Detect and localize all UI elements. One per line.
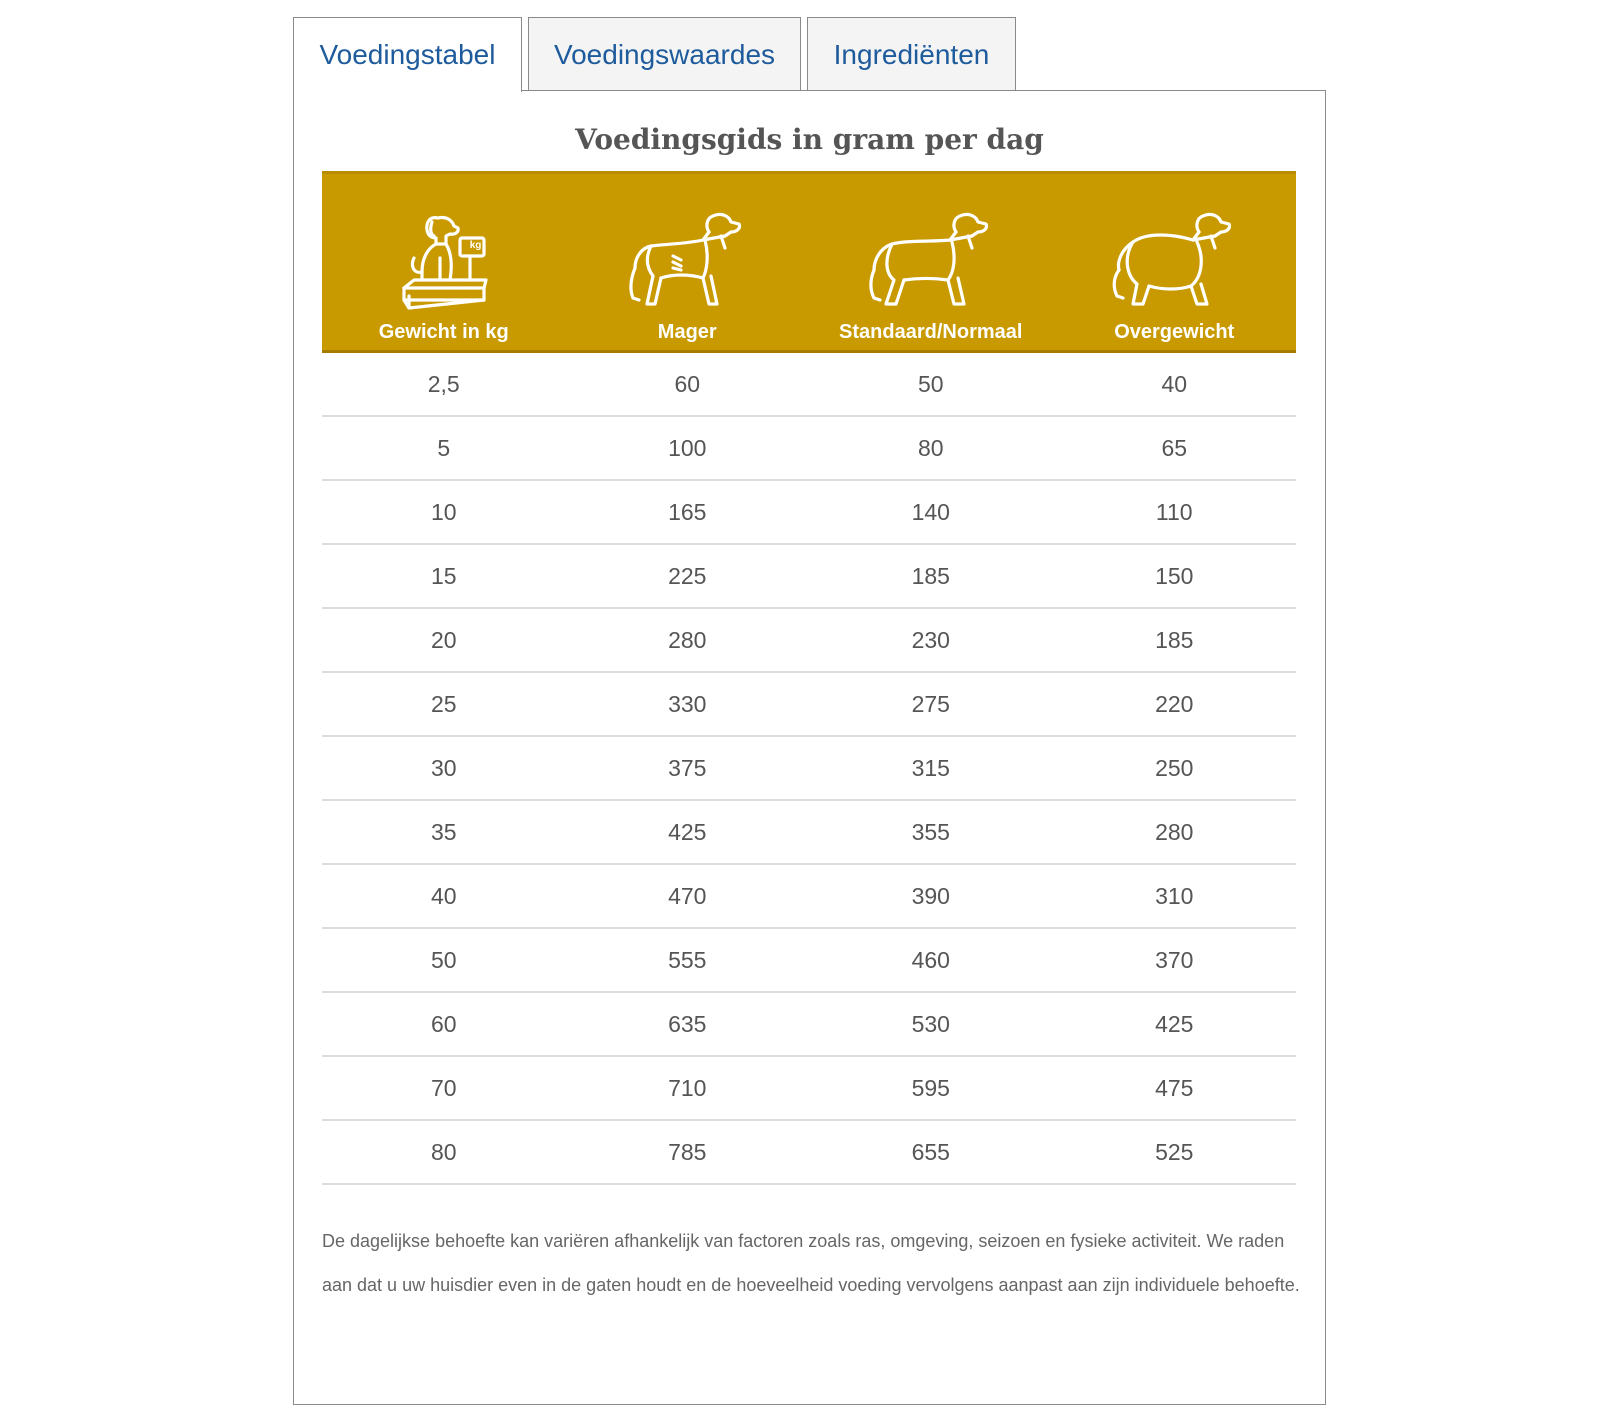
- cell-mager: 785: [668, 1139, 707, 1165]
- cell-mager: 635: [668, 1011, 707, 1037]
- table-row: [322, 929, 1296, 993]
- cell-mager: 225: [668, 563, 707, 589]
- tab-ingredienten[interactable]: Ingrediënten: [807, 17, 1016, 91]
- tab-bar: [293, 17, 1022, 91]
- table-row: [322, 737, 1296, 801]
- cell-overgewicht: 525: [1155, 1139, 1194, 1165]
- cell-standaard: 50: [917, 371, 944, 397]
- table-row: [322, 865, 1296, 929]
- cell-overgewicht: 425: [1155, 1011, 1194, 1037]
- column-header-weight: [322, 174, 566, 350]
- cell-mager: 280: [668, 627, 707, 653]
- cell-mager: 710: [668, 1075, 707, 1101]
- tab-voedingswaardes[interactable]: Voedingswaardes: [528, 17, 801, 91]
- cell-weight: 70: [430, 1075, 457, 1101]
- cell-overgewicht: 280: [1155, 819, 1194, 845]
- column-label: Overgewicht: [1114, 321, 1235, 343]
- tab-panel: [293, 90, 1326, 1405]
- cell-weight: 2,5: [427, 371, 460, 397]
- table-row: [322, 545, 1296, 609]
- cell-standaard: 315: [911, 755, 950, 781]
- table-row: [322, 609, 1296, 673]
- cell-weight: 10: [430, 499, 457, 525]
- cell-standaard: 185: [911, 563, 950, 589]
- cell-overgewicht: 220: [1155, 691, 1194, 717]
- cell-standaard: 230: [911, 627, 950, 653]
- table-row: [322, 673, 1296, 737]
- cell-weight: 40: [430, 883, 457, 909]
- table-row: [322, 1057, 1296, 1121]
- scale-kg-label: kg: [469, 240, 482, 251]
- column-header-mager: [566, 174, 810, 350]
- cell-mager: 375: [668, 755, 707, 781]
- normal-dog-icon: [864, 208, 998, 312]
- dog-on-scale-icon: [394, 208, 494, 318]
- column-label: Standaard/Normaal: [839, 321, 1023, 343]
- cell-weight: 80: [430, 1139, 457, 1165]
- table-row: [322, 481, 1296, 545]
- cell-mager: 470: [668, 883, 707, 909]
- column-header-overgewicht: [1053, 174, 1297, 350]
- table-body: [322, 353, 1296, 1185]
- cell-overgewicht: 185: [1155, 627, 1194, 653]
- cell-weight: 15: [430, 563, 457, 589]
- cell-weight: 60: [430, 1011, 457, 1037]
- cell-standaard: 655: [911, 1139, 950, 1165]
- cell-weight: 5: [437, 435, 451, 461]
- cell-mager: 60: [674, 371, 701, 397]
- cell-standaard: 140: [911, 499, 950, 525]
- cell-mager: 165: [668, 499, 707, 525]
- cell-overgewicht: 110: [1155, 499, 1193, 525]
- cell-overgewicht: 310: [1155, 883, 1194, 909]
- tab-voedingstabel[interactable]: Voedingstabel: [293, 17, 522, 92]
- cell-overgewicht: 150: [1155, 563, 1194, 589]
- cell-overgewicht: 250: [1155, 755, 1194, 781]
- cell-weight: 35: [430, 819, 457, 845]
- cell-mager: 555: [668, 947, 707, 973]
- overweight-dog-icon: [1107, 208, 1241, 312]
- cell-overgewicht: 40: [1161, 371, 1188, 397]
- feeding-note: De dagelijkse behoefte kan variëren afhankelijk van factoren zoals ras, omgeving, seizoen en fysieke activiteit. We raden aan dat u uw huisdier even in de gaten houdt en de hoeveelheid voeding vervolgens aanpast aan zijn individuele behoefte.: [322, 1231, 1300, 1295]
- thin-dog-icon: [625, 208, 749, 312]
- table-row: [322, 993, 1296, 1057]
- cell-weight: 20: [430, 627, 457, 653]
- column-label: Gewicht in kg: [378, 321, 509, 343]
- cell-mager: 100: [668, 435, 707, 461]
- cell-standaard: 460: [911, 947, 950, 973]
- table-header: [322, 171, 1296, 353]
- column-header-standaard: [809, 174, 1053, 350]
- cell-standaard: 595: [911, 1075, 950, 1101]
- cell-weight: 50: [430, 947, 457, 973]
- table-row: [322, 353, 1296, 417]
- cell-standaard: 355: [911, 819, 950, 845]
- table-row: [322, 417, 1296, 481]
- table-row: [322, 1121, 1296, 1185]
- feeding-table: [322, 171, 1296, 1185]
- cell-mager: 425: [668, 819, 707, 845]
- cell-standaard: 80: [917, 435, 944, 461]
- feeding-guide-title: Voedingsgids in gram per dag: [575, 123, 1044, 156]
- cell-overgewicht: 475: [1155, 1075, 1194, 1101]
- cell-overgewicht: 65: [1161, 435, 1188, 461]
- cell-overgewicht: 370: [1155, 947, 1194, 973]
- cell-standaard: 390: [911, 883, 950, 909]
- cell-standaard: 530: [911, 1011, 950, 1037]
- table-row: [322, 801, 1296, 865]
- cell-standaard: 275: [911, 691, 950, 717]
- cell-mager: 330: [668, 691, 707, 717]
- column-label: Mager: [657, 321, 717, 343]
- cell-weight: 25: [430, 691, 457, 717]
- cell-weight: 30: [430, 755, 457, 781]
